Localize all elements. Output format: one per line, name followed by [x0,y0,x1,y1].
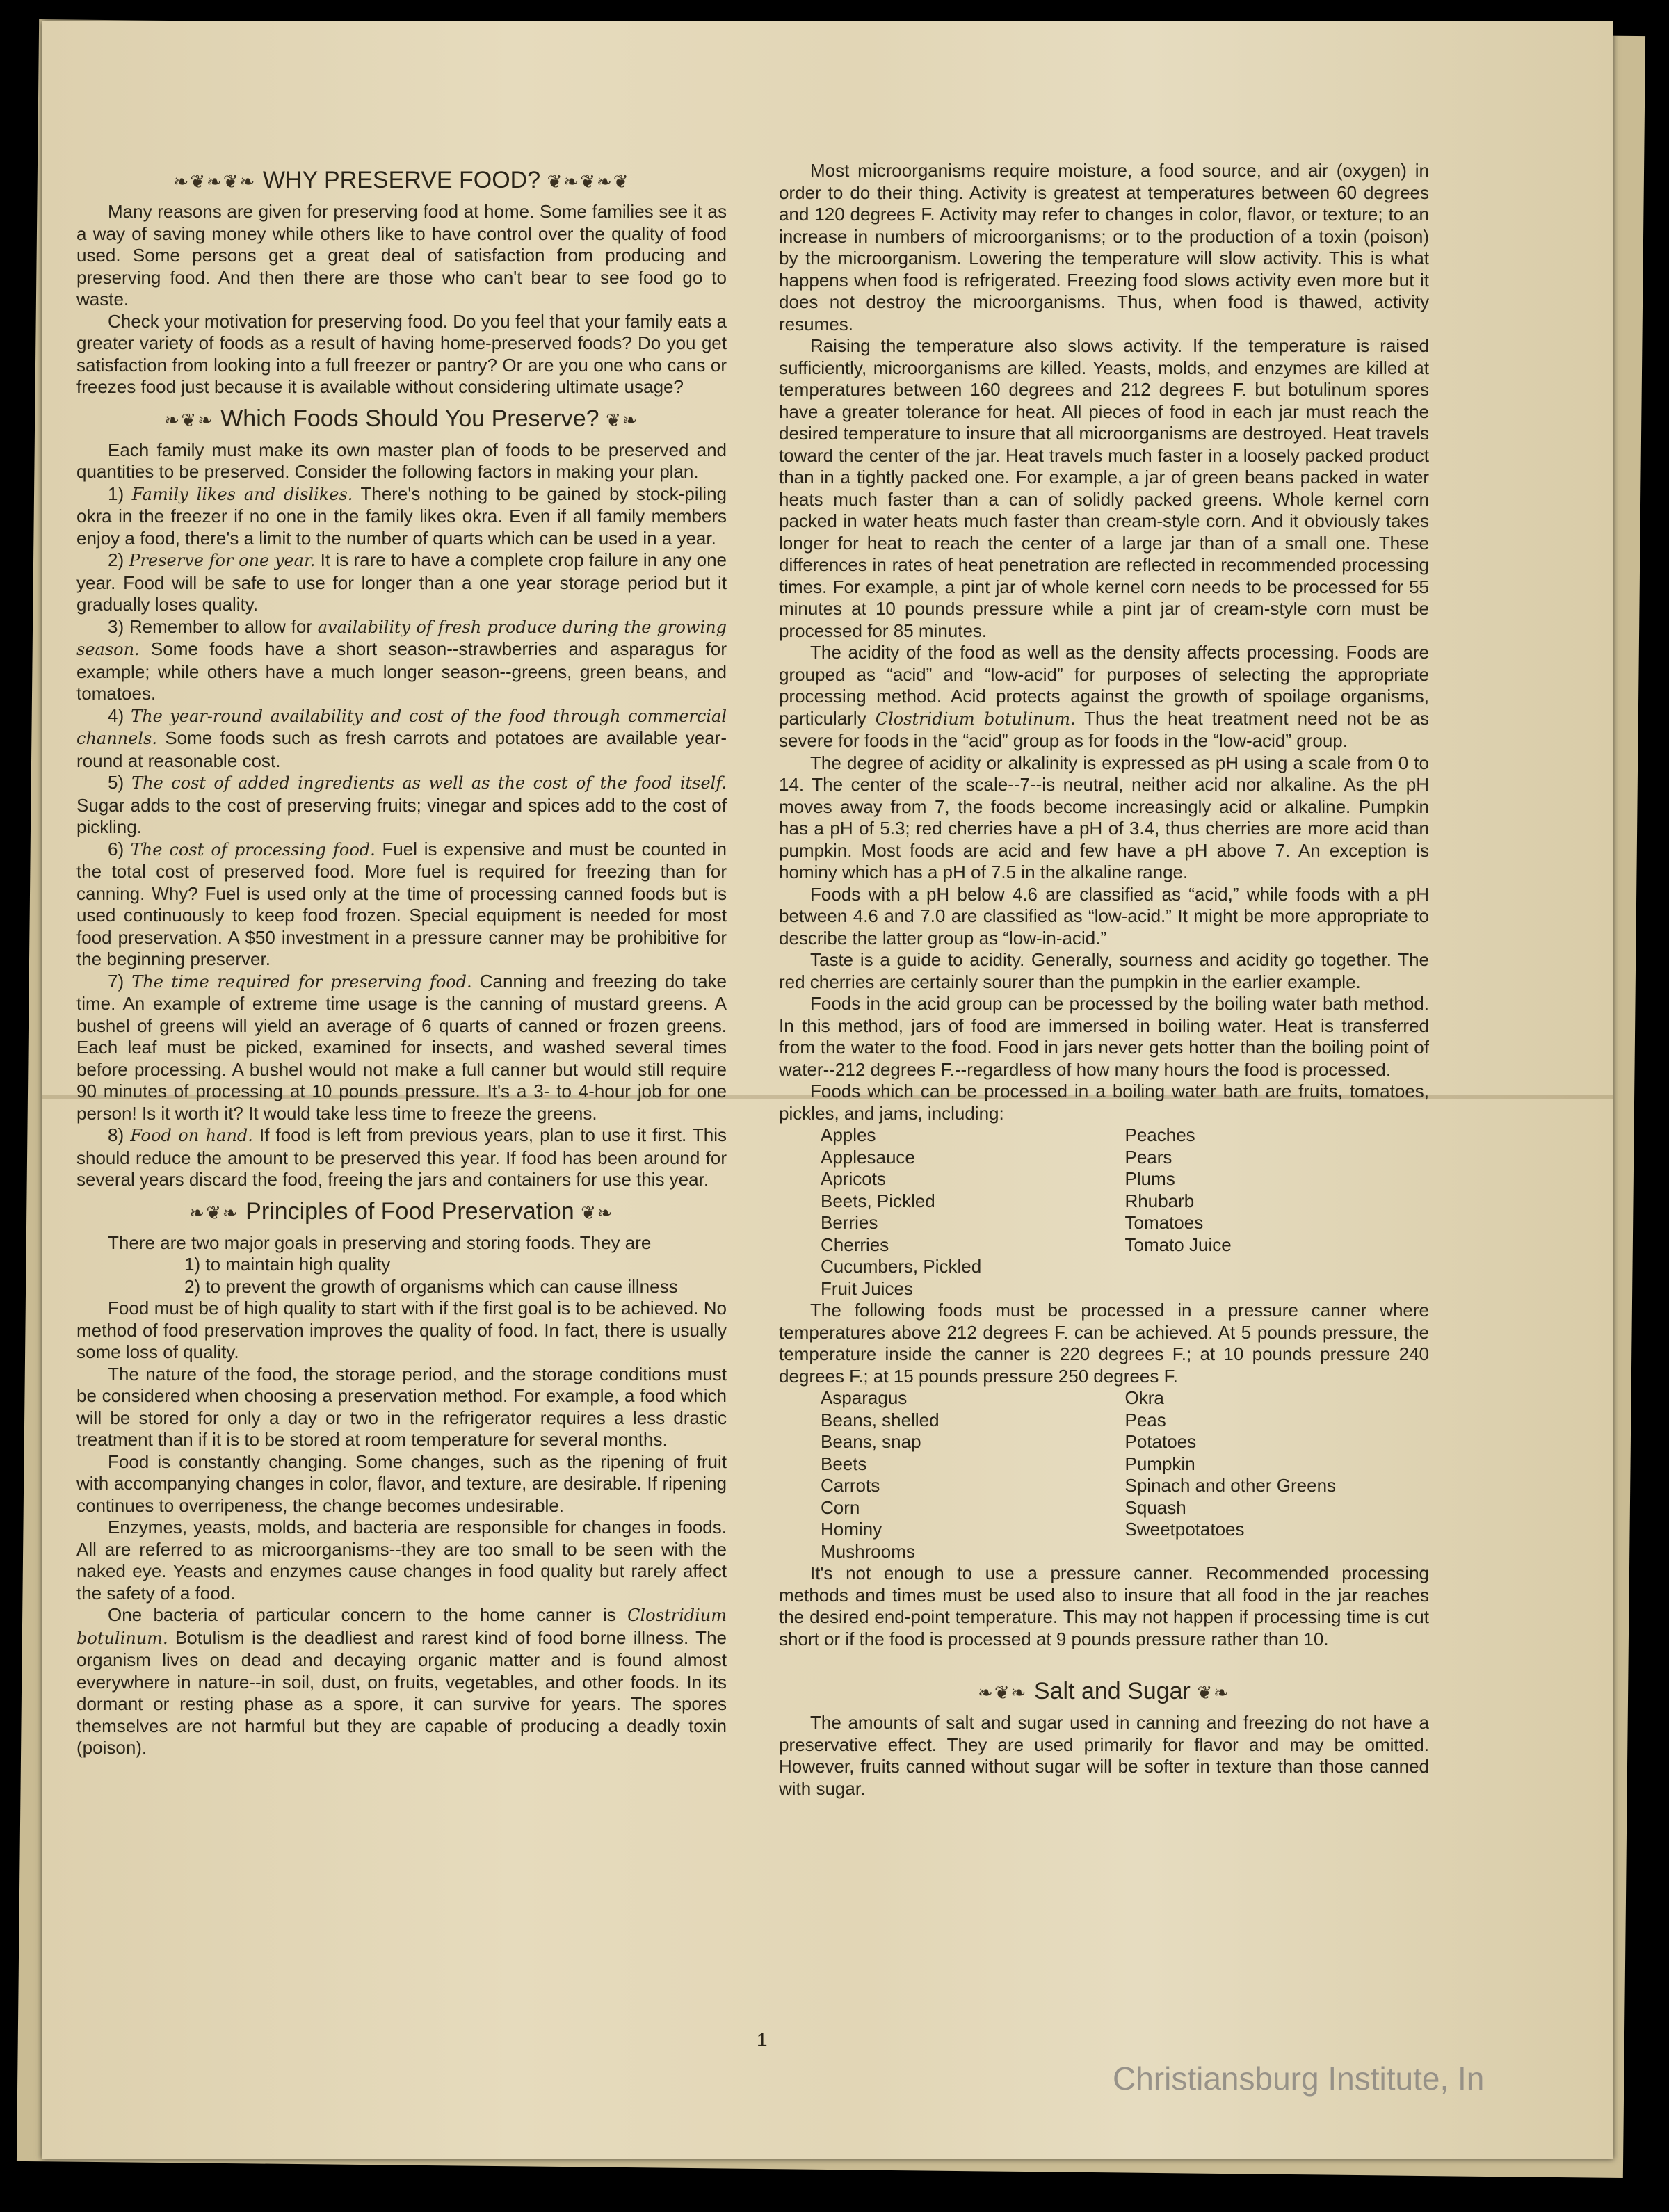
factor-item: 2) Preserve for one year. It is rare to have a complete crop failure in any one year. Food will be safe to use for longer than a one year storage period but it gradually loses quality. [76,549,727,615]
food-item: Asparagus [821,1387,908,1408]
acid-food-list [779,1124,1429,1300]
food-item: Potatoes [1124,1431,1197,1452]
factor-item: 3) Remember to allow for availability of fresh produce during the growing season. Some foods have a short season--strawberries and asparagus for example; while others have a much longer season--greens, green beans, and tomatoes. [76,615,727,704]
food-item: Beets [821,1453,867,1474]
food-item: Cucumbers, Pickled [821,1256,982,1277]
food-item: Carrots [821,1475,880,1496]
paragraph: Many reasons are given for preserving food at home. Some families see it as a way of saving money while others like to have control over the quality of food used. Some persons get a great deal of satisfaction from producing and preserving food. And then there are those who can't bear to see food go to waste. [76,201,727,309]
low-acid-food-column-2 [1125,1387,1430,1563]
ornament-icon: ❧❦❧ [978,1683,1028,1704]
food-item: Applesauce [821,1146,915,1168]
food-item: Beets, Pickled [821,1190,935,1211]
factor-item: 5) The cost of added ingredients as well as the cost of the food itself. Sugar adds to the cost of preserving fruits; vinegar and spices add to the cost of pickling. [76,772,727,837]
paragraph: The nature of the food, the storage period, and the storage conditions must be considered when choosing a preservation method. For example, a food which will be stored for only a day or two in the refrigerator requires a less drastic treatment than if it is to be stored at room temperature for several months. [76,1363,727,1450]
heading-which-foods: ❧❦❧ Which Foods Should You Preserve? ❦❧ [164,405,639,432]
paragraph: Each family must make its own master plan of foods to be preserved and quantities to be preserved. Consider the following factors in making your plan. [76,439,727,482]
food-item: Pumpkin [1124,1453,1195,1474]
food-item: Cherries [821,1234,889,1255]
factor-item: 6) The cost of processing food. Fuel is expensive and must be counted in the total cost of preserved food. More fuel is required for freezing than for canning. Why? Fuel is used only at the time of processing canned foods but is used continuously to keep food frozen. Special equipment is needed for most food preservation. A $50 investment in a pressure canner may be prohibitive for the beginning preserver. [76,838,727,969]
paragraph: One bacteria of particular concern to the home canner is Clostridium botulinum. Botulism is the deadliest and rarest kind of food borne illness. The organism lives on dead and decaying organic matter and is found almost everywhere in nature--in soil, dust, on fruits, vegetables, and other foods. In its dormant or resting phase as a spore, it can survive for years. The spores themselves are not harmful but they are capable of producing a deadly toxin (poison). [76,1604,727,1758]
acid-food-column-2 [1125,1124,1430,1300]
goal-item: 2) to prevent the growth of organisms which can cause illness [184,1275,678,1297]
goal-item: 1) to maintain high quality [184,1254,391,1275]
paragraph: Foods with a pH below 4.6 are classified as “acid,” while foods with a pH between 4.6 and 7.0 are classified as “low-acid.” It might be more appropriate to describe the latter group as “low-in-acid.” [779,883,1429,948]
paragraph: The amounts of salt and sugar used in canning and freezing do not have a preservative effect. They are used primarily for flavor and may be omitted. However, fruits canned without sugar will be softer in texture than those canned with sugar. [779,1712,1429,1799]
ornament-icon: ❧❦❧❦❧ [173,172,257,193]
food-item: Rhubarb [1124,1190,1195,1211]
food-item: Mushrooms [821,1540,915,1562]
watermark: Christiansburg Institute, In [1113,2060,1485,2097]
ornament-icon: ❧❦❧ [189,1202,239,1224]
food-item: Peas [1124,1409,1166,1430]
paragraph: The degree of acidity or alkalinity is expressed as pH using a scale from 0 to 14. The center of the scale--7--is neutral, neither acid nor alkaline. As the pH moves away from 7, the foods become increasingly acid or alkaline. Pumpkin has a pH of 5.3; red cherries have a pH of 3.4, thus cherries are more acid than pumpkin. Most foods are acid and few have a pH above 7. An exception is hominy which has a pH of 7.5 in the alkaline range. [779,752,1429,882]
food-item: Beans, shelled [821,1409,940,1430]
ornament-icon: ❦❧ [1197,1683,1230,1704]
low-acid-food-list [779,1387,1429,1563]
heading-principles: ❧❦❧ Principles of Food Preservation ❦❧ [189,1197,614,1225]
paragraph: Raising the temperature also slows activity. If the temperature is raised sufficiently, microorganisms are killed. Yeasts, molds, and enzymes are killed at temperatures between 160 degrees and 212 degrees F. but botulinum spores have a greater tolerance for heat. All pieces of food in each jar must reach the desired temperature to insure that all microorganisms are destroyed. Heat travels toward the center of the jar. Heat travels much faster in a loosely packed product than in a tightly packed one. For example, a jar of green beans packed in water heats much faster than a can of solidly packed greens. Whole kernel corn packed in water heats much faster than cream-style corn. And it obviously takes longer for heat to reach the center of a large jar than of a small one. These differences in rates of heat penetration are reflected in recommended processing times. For example, a pint jar of whole kernel corn needs to be processed for 55 minutes at 10 pounds pressure while a pint jar of cream-style corn must be processed for 85 minutes. [779,335,1429,641]
food-item: Peaches [1124,1124,1195,1145]
low-acid-food-column-1 [821,1387,1125,1563]
paragraph: Most microorganisms require moisture, a food source, and air (oxygen) in order to do their thing. Activity is greatest at temperatures between 60 degrees and 120 degrees F. Activity may refer to changes in color, flavor, or texture; to an increase in numbers of microorganisms; or to the production of a toxin (poison) by the microorganism. Lowering the temperature will slow activity. This is what happens when food is refrigerated. Freezing food slows activity even more but it does not destroy the microorganisms. Thus, when food is thawed, activity resumes. [779,160,1429,334]
ornament-icon: ❦❧ [581,1202,614,1224]
food-item: Spinach and other Greens [1124,1475,1337,1496]
paragraph: The acidity of the food as well as the density affects processing. Foods are grouped as “acid” and “low-acid” for purposes of selecting the appropriate processing method. Acid protects against the growth of spoilage organisms, particularly Clostridium botulinum. Thus the heat treatment need not be as severe for foods in the “acid” group as for foods in the “low-acid” group. [779,642,1429,751]
factor-item: 7) The time required for preserving food. Canning and freezing do take time. An example of extreme time usage is the canning of mustard greens. A bushel of greens will yield an average of 6 quarts of canned or frozen greens. Each leaf must be picked, examined for insects, and washed several times before processing. A bushel would not make a full canner but would still require 90 minutes of processing at 10 pounds pressure. It's a 3- to 4-hour job for one person! Is it worth it? It would take less time to freeze the greens. [76,970,727,1124]
food-item: Plums [1124,1168,1175,1189]
paragraph: Food is constantly changing. Some changes, such as the ripening of fruit with accompanying changes in color, flavor, and texture, are desirable. If ripening continues to overripeness, the change becomes undesirable. [76,1451,727,1516]
food-item: Berries [821,1212,878,1233]
food-item: Tomato Juice [1124,1234,1232,1255]
food-item: Fruit Juices [821,1277,913,1299]
right-column [779,160,1429,1800]
factor-item: 4) The year-round availability and cost of the food through commercial channels. Some foods such as fresh carrots and potatoes are available year-round at reasonable cost. [76,704,727,771]
food-item: Okra [1124,1387,1164,1408]
paragraph: Taste is a guide to acidity. Generally, sourness and acidity go together. The red cherries are certainly sourer than the pumpkin in the earlier example. [779,949,1429,992]
paragraph: The following foods must be processed in a pressure canner where temperatures above 212 degrees F. can be achieved. At 5 pounds pressure, the temperature inside the canner is 220 degrees F.; at 10 pounds pressure 240 degrees F.; at 15 pounds pressure 250 degrees F. [779,1300,1429,1387]
paragraph: It's not enough to use a pressure canner. Recommended processing methods and times must be used also to insure that all food in the jar reaches the desired end-point temperature. This may not happen if processing time is cut short or if the food is processed at 9 pounds pressure rather than 10. [779,1563,1429,1649]
paragraph: Enzymes, yeasts, molds, and bacteria are responsible for changes in foods. All are referred to as microorganisms--they are too small to be seen with the naked eye. Yeasts and enzymes cause changes in food quality but rarely affect the safety of a food. [76,1517,727,1604]
paragraph: Check your motivation for preserving food. Do you feel that your family eats a greater variety of foods as a result of having home-preserved foods? Do you get satisfaction from looking into a full freezer or pantry? Or are you one who cans or freezes food just because it is available without considering ultimate usage? [76,310,727,397]
heading-why-preserve: ❧❦❧❦❧ WHY PRESERVE FOOD? ❦❧❦❧❦ [173,167,630,193]
left-column [76,160,727,1759]
food-item: Apples [821,1124,876,1145]
paragraph: There are two major goals in preserving and storing foods. They are [108,1232,652,1253]
food-item: Apricots [821,1168,886,1189]
paragraph: Foods in the acid group can be processed by the boiling water bath method. In this method, jars of food are immersed in boiling water. Heat is transferred from the water to the food. Food in jars never gets hotter than the boiling point of water--212 degrees F.--regardless of how many hours the food is processed. [779,993,1429,1080]
factor-item: 8) Food on hand. If food is left from previous years, plan to use it first. This should reduce the amount to be preserved this year. If food has been around for several years discard the food, freeing the jars and containers for use this year. [76,1124,727,1190]
food-item: Sweetpotatoes [1124,1519,1245,1540]
page-number: 1 [757,2029,768,2051]
ornament-icon: ❦❧❦❧❦ [547,172,630,193]
food-item: Corn [821,1496,860,1518]
food-item: Beans, snap [821,1431,921,1452]
food-item: Hominy [821,1519,882,1540]
ornament-icon: ❧❦❧ [164,410,214,431]
paragraph: Foods which can be processed in a boiling water bath are fruits, tomatoes, pickles, and jams, including: [779,1081,1429,1124]
factor-item: 1) Family likes and dislikes. There's nothing to be gained by stock-piling okra in the freezer if no one in the family likes okra. Even if all family members enjoy a food, there's a limit to the number of quarts which can be used in a year. [76,483,727,549]
food-item: Tomatoes [1124,1212,1204,1233]
heading-salt-sugar: ❧❦❧ Salt and Sugar ❦❧ [978,1678,1230,1704]
food-item: Pears [1124,1146,1172,1168]
ornament-icon: ❦❧ [606,410,639,431]
factor-list [76,483,727,1191]
food-item: Squash [1124,1496,1186,1518]
acid-food-column-1 [821,1124,1125,1300]
paragraph: Food must be of high quality to start with if the first goal is to be achieved. No method of food preservation improves the quality of food. In fact, there is usually some loss of quality. [76,1298,727,1362]
